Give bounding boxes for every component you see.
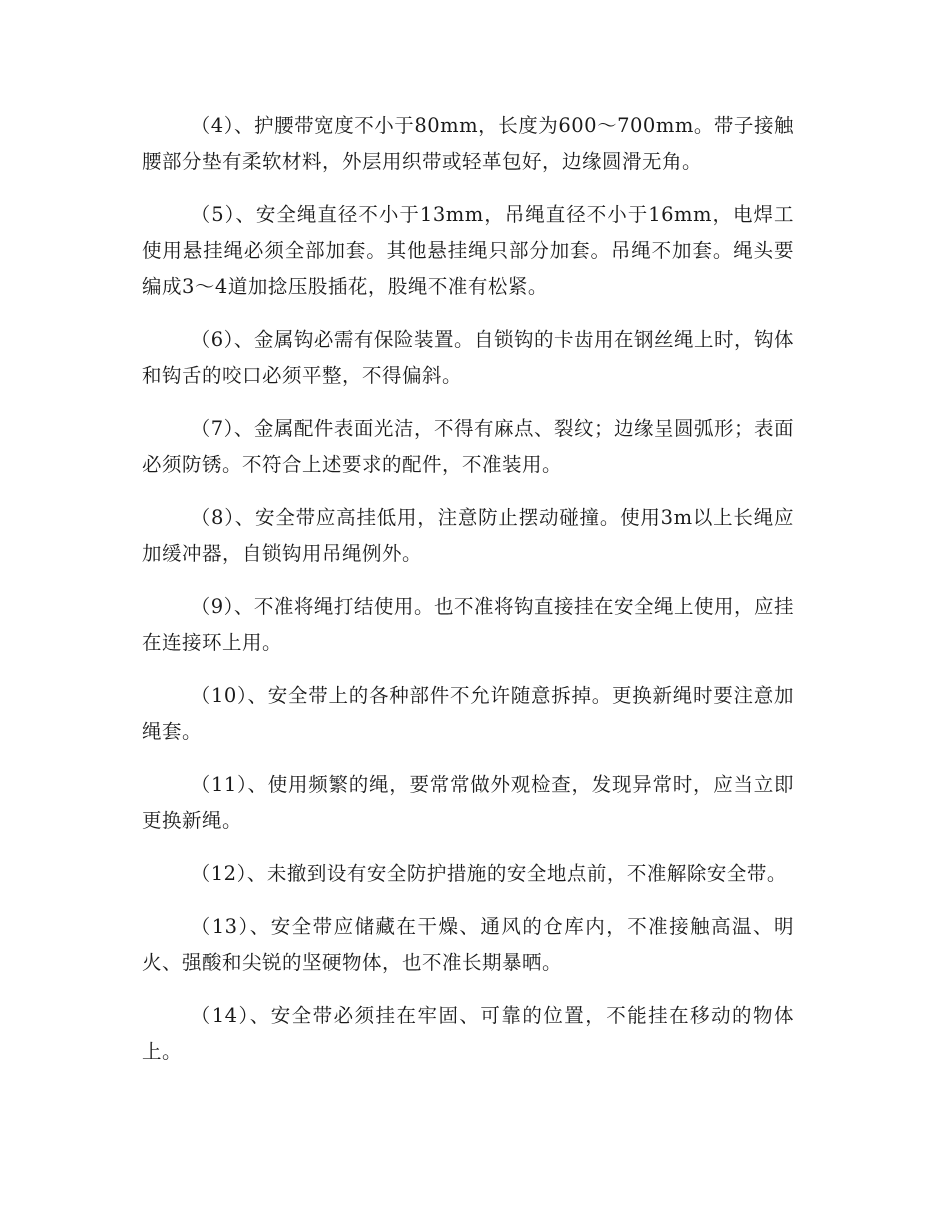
paragraph-item-9: （9）、不准将绳打结使用。也不准将钩直接挂在安全绳上使用，应挂在连接环上用。 bbox=[142, 595, 794, 654]
paragraph-item-4: （4）、护腰带宽度不小于80mm，长度为600～700mm。带子接触腰部分垫有柔软材料，外层用织带或轻革包好，边缘圆滑无角。 bbox=[142, 114, 794, 173]
paragraph-item-5: （5）、安全绳直径不小于13mm，吊绳直径不小于16mm，电焊工使用悬挂绳必须全部加套。其他悬挂绳只部分加套。吊绳不加套。绳头要编成3～4道加捻压股插花，股绳不准有松紧。 bbox=[142, 203, 794, 298]
paragraph-item-11: （11）、使用频繁的绳，要常常做外观检查，发现异常时，应当立即更换新绳。 bbox=[142, 773, 794, 832]
paragraph-item-14: （14）、安全带必须挂在牢固、可靠的位置，不能挂在移动的物体上。 bbox=[142, 1004, 794, 1063]
paragraph-item-6: （6）、金属钩必需有保险装置。自锁钩的卡齿用在钢丝绳上时，钩体和钩舌的咬口必须平整，不得偏斜。 bbox=[142, 328, 794, 387]
document-page bbox=[142, 108, 794, 1087]
paragraph-item-7: （7）、金属配件表面光洁，不得有麻点、裂纹；边缘呈圆弧形；表面必须防锈。不符合上述要求的配件，不准装用。 bbox=[142, 417, 794, 476]
paragraph-item-8: （8）、安全带应高挂低用，注意防止摆动碰撞。使用3m以上长绳应加缓冲器，自锁钩用吊绳例外。 bbox=[142, 506, 794, 565]
paragraph-item-10: （10）、安全带上的各种部件不允许随意拆掉。更换新绳时要注意加绳套。 bbox=[142, 684, 794, 743]
paragraph-item-12: （12）、未撤到设有安全防护措施的安全地点前，不准解除安全带。 bbox=[190, 862, 787, 885]
paragraph-item-13: （13）、安全带应储藏在干燥、通风的仓库内，不准接触高温、明火、强酸和尖锐的坚硬物体，也不准长期暴晒。 bbox=[142, 915, 794, 974]
